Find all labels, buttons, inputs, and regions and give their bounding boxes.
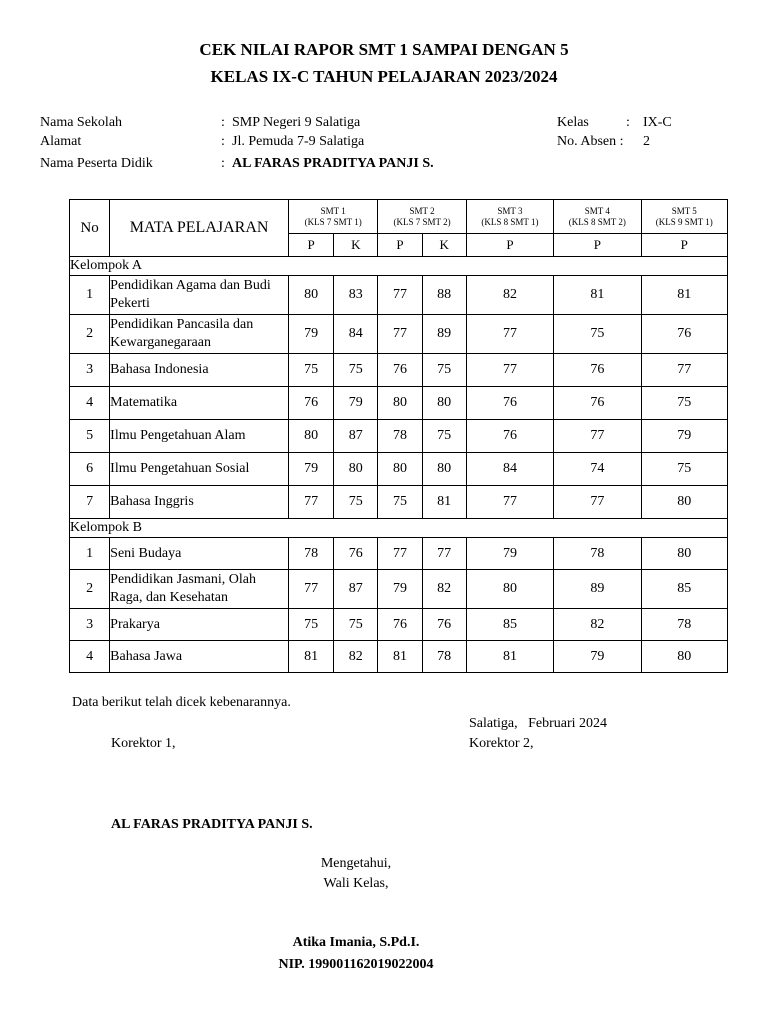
grade-value: 80	[422, 387, 466, 420]
grade-value: 77	[378, 315, 422, 354]
grade-value: 76	[422, 609, 466, 641]
teacher-nip: NIP. 199001162019022004	[278, 957, 434, 972]
table-row	[70, 609, 728, 641]
header-no: No	[70, 200, 110, 257]
subject-name: Pendidikan Agama dan Budi Pekerti	[110, 276, 289, 315]
row-number: 4	[70, 387, 110, 420]
address-colon: :	[221, 134, 225, 149]
row-number: 3	[70, 609, 110, 641]
header-smt3: SMT 3 (KLS 8 SMT 1)	[466, 200, 553, 234]
grade-value: 76	[378, 354, 422, 387]
grade-value: 82	[334, 641, 378, 673]
table-row	[70, 387, 728, 420]
korektor-1-label: Korektor 1,	[111, 736, 176, 751]
grade-value: 75	[422, 354, 466, 387]
grade-value: 81	[466, 641, 553, 673]
grade-value: 75	[334, 486, 378, 519]
student-label: Nama Peserta Didik	[40, 156, 153, 171]
table-row	[70, 276, 728, 315]
grade-value: 76	[554, 354, 641, 387]
verified-note: Data berikut telah dicek kebenarannya.	[72, 695, 291, 710]
row-number: 4	[70, 641, 110, 673]
row-number: 6	[70, 453, 110, 486]
table-row	[70, 538, 728, 570]
grade-value: 77	[466, 315, 553, 354]
grade-value: 75	[422, 420, 466, 453]
grade-value: 80	[334, 453, 378, 486]
grade-value: 78	[554, 538, 641, 570]
table-row	[70, 354, 728, 387]
grade-value: 77	[466, 354, 553, 387]
grade-value: 79	[641, 420, 727, 453]
class-value: IX-C	[643, 115, 672, 130]
table-row	[70, 315, 728, 354]
absen-label: No. Absen :	[557, 134, 624, 149]
grade-value: 87	[334, 570, 378, 609]
place-date: Salatiga, Februari 2024	[469, 716, 608, 731]
grade-value: 78	[641, 609, 727, 641]
grade-value: 75	[641, 387, 727, 420]
page-subtitle: KELAS IX-C TAHUN PELAJARAN 2023/2024	[210, 67, 558, 86]
grade-value: 79	[554, 641, 641, 673]
teacher-name: Atika Imania, S.Pd.I.	[292, 935, 420, 950]
group-name: Kelompok A	[70, 257, 728, 276]
subject-name: Bahasa Inggris	[110, 486, 289, 519]
grade-value: 76	[554, 387, 641, 420]
grade-value: 75	[288, 609, 333, 641]
grade-value: 75	[288, 354, 333, 387]
grade-value: 76	[288, 387, 333, 420]
subject-name: Prakarya	[110, 609, 289, 641]
subheader-p: P	[288, 234, 333, 257]
subject-name: Bahasa Indonesia	[110, 354, 289, 387]
grades-table	[69, 199, 728, 673]
school-colon: :	[221, 115, 225, 130]
grade-value: 79	[466, 538, 553, 570]
grade-value: 81	[641, 276, 727, 315]
subject-name: Seni Budaya	[110, 538, 289, 570]
absen-value: 2	[643, 134, 650, 149]
grade-value: 77	[641, 354, 727, 387]
row-number: 1	[70, 276, 110, 315]
grade-value: 80	[641, 486, 727, 519]
grade-value: 80	[641, 538, 727, 570]
school-label: Nama Sekolah	[40, 115, 123, 130]
grade-value: 78	[288, 538, 333, 570]
grade-value: 76	[466, 420, 553, 453]
table-row	[70, 641, 728, 673]
grade-value: 82	[422, 570, 466, 609]
grade-value: 89	[554, 570, 641, 609]
grade-value: 78	[378, 420, 422, 453]
row-number: 3	[70, 354, 110, 387]
korektor-2-label: Korektor 2,	[469, 736, 534, 751]
class-colon: :	[626, 115, 630, 130]
row-number: 1	[70, 538, 110, 570]
subject-name: Pendidikan Pancasila dan Kewarganegaraan	[110, 315, 289, 354]
grade-value: 81	[554, 276, 641, 315]
grade-value: 79	[378, 570, 422, 609]
grade-value: 75	[334, 609, 378, 641]
grade-value: 80	[378, 453, 422, 486]
table-row	[70, 570, 728, 609]
grade-value: 85	[641, 570, 727, 609]
subheader-k: K	[334, 234, 378, 257]
subject-name: Bahasa Jawa	[110, 641, 289, 673]
grade-value: 83	[334, 276, 378, 315]
address-label: Alamat	[40, 134, 82, 149]
grade-value: 82	[466, 276, 553, 315]
header-smt5: SMT 5 (KLS 9 SMT 1)	[641, 200, 727, 234]
grade-value: 75	[554, 315, 641, 354]
grade-value: 80	[422, 453, 466, 486]
grade-value: 75	[334, 354, 378, 387]
grade-value: 77	[554, 420, 641, 453]
header-smt4: SMT 4 (KLS 8 SMT 2)	[554, 200, 641, 234]
table-row	[70, 420, 728, 453]
grade-value: 78	[422, 641, 466, 673]
grade-value: 88	[422, 276, 466, 315]
grade-value: 80	[641, 641, 727, 673]
address-value: Jl. Pemuda 7-9 Salatiga	[232, 134, 365, 149]
grade-value: 76	[378, 609, 422, 641]
grade-value: 81	[288, 641, 333, 673]
grade-value: 77	[422, 538, 466, 570]
row-number: 2	[70, 315, 110, 354]
grade-value: 81	[378, 641, 422, 673]
subheader-p: P	[554, 234, 641, 257]
grade-value: 85	[466, 609, 553, 641]
grade-value: 79	[288, 453, 333, 486]
grade-value: 80	[378, 387, 422, 420]
grade-value: 84	[466, 453, 553, 486]
grade-value: 80	[288, 420, 333, 453]
table-row	[70, 486, 728, 519]
group-header-row	[70, 257, 728, 276]
student-value: AL FARAS PRADITYA PANJI S.	[232, 156, 434, 171]
grade-value: 76	[466, 387, 553, 420]
subject-name: Ilmu Pengetahuan Sosial	[110, 453, 289, 486]
mengetahui-label: Mengetahui,	[320, 856, 392, 871]
grade-value: 77	[466, 486, 553, 519]
page-title: CEK NILAI RAPOR SMT 1 SAMPAI DENGAN 5	[199, 40, 569, 59]
subheader-k: K	[422, 234, 466, 257]
table-row	[70, 453, 728, 486]
grade-value: 80	[466, 570, 553, 609]
row-number: 7	[70, 486, 110, 519]
subject-name: Pendidikan Jasmani, Olah Raga, dan Kesehatan	[110, 570, 289, 609]
grade-value: 75	[641, 453, 727, 486]
school-value: SMP Negeri 9 Salatiga	[232, 115, 361, 130]
header-smt2: SMT 2 (KLS 7 SMT 2)	[378, 200, 466, 234]
header-smt1: SMT 1 (KLS 7 SMT 1)	[288, 200, 377, 234]
grade-value: 79	[288, 315, 333, 354]
grade-value: 74	[554, 453, 641, 486]
header-subject: MATA PELAJARAN	[110, 200, 289, 257]
korektor-1-name: AL FARAS PRADITYA PANJI S.	[111, 817, 313, 832]
grade-value: 77	[554, 486, 641, 519]
row-number: 5	[70, 420, 110, 453]
subject-name: Ilmu Pengetahuan Alam	[110, 420, 289, 453]
grade-value: 79	[334, 387, 378, 420]
grade-value: 89	[422, 315, 466, 354]
row-number: 2	[70, 570, 110, 609]
grade-value: 84	[334, 315, 378, 354]
group-name: Kelompok B	[70, 519, 728, 538]
group-header-row	[70, 519, 728, 538]
class-label: Kelas	[557, 115, 589, 130]
student-colon: :	[221, 156, 225, 171]
grade-value: 75	[378, 486, 422, 519]
wali-kelas-label: Wali Kelas,	[323, 876, 389, 891]
grade-value: 76	[334, 538, 378, 570]
grade-value: 82	[554, 609, 641, 641]
grade-value: 77	[288, 570, 333, 609]
subheader-p: P	[641, 234, 727, 257]
grade-value: 80	[288, 276, 333, 315]
subheader-p: P	[466, 234, 553, 257]
grade-value: 87	[334, 420, 378, 453]
grade-value: 81	[422, 486, 466, 519]
grade-value: 77	[378, 538, 422, 570]
subheader-p: P	[378, 234, 422, 257]
subject-name: Matematika	[110, 387, 289, 420]
grade-value: 77	[378, 276, 422, 315]
grade-value: 76	[641, 315, 727, 354]
grade-value: 77	[288, 486, 333, 519]
